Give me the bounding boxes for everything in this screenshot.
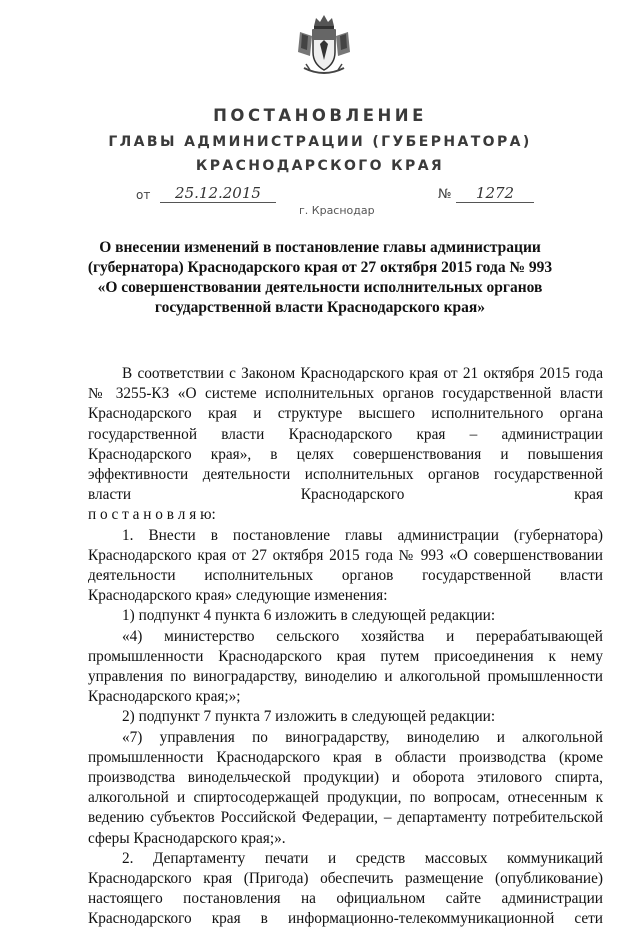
title-line: О внесении изменений в постановление главы администрации <box>99 239 541 256</box>
body-paragraph: «4) министерство сельского хозяйства и перерабатывающей промышленности Краснодарского края путем присоединения к нему управления по виноградарству, виноделию и алкогольной промышленности Краснодарского края;»; <box>88 627 603 706</box>
document-number: 1272 <box>456 184 534 203</box>
document-date: 25.12.2015 <box>160 184 276 203</box>
issuer-heading-line2: КРАСНОДАРСКОГО КРАЯ <box>195 158 445 174</box>
body-paragraph: «7) управления по виноградарству, виноделию и алкогольной промышленности Краснодарского края в области производства (кроме производства винодельческой продукции) и оборота этилового спирта, алкогольной и спиртосодержащей продукции, по вопросам, отнесенным к ведению субъектов Российской Федерации, – департаменту потребительской сферы Краснодарского края;». <box>88 728 603 847</box>
number-label: № <box>438 187 452 202</box>
body-paragraph: 2. Департаменту печати и средств массовых коммуникаций Краснодарского края (Пригода) обеспечить размещение (опубликование) настоящего постановления на официальном сайте администрации Краснодарского края в информационно-телекоммуникационной сети <box>88 849 603 928</box>
resolve-word: п о с т а н о в л я ю: <box>88 506 216 524</box>
title-line: «О совершенствовании деятельности исполнительных органов <box>97 279 543 296</box>
title-line: (губернатора) Краснодарского края от 27 октября 2015 года № 993 <box>87 259 553 276</box>
body-paragraph: 1. Внести в постановление главы администрации (губернатора) Краснодарского края от 27 октября 2015 года № 993 «О совершенствовании деятельности исполнительных органов государственной власти Краснодарского края» следующие изменения: <box>88 526 603 605</box>
body-paragraph: 1) подпункт 4 пункта 6 изложить в следующей редакции: <box>122 607 496 625</box>
issuer-heading-line1: ГЛАВЫ АДМИНИСТРАЦИИ (ГУБЕРНАТОРА) <box>108 134 532 150</box>
document-body <box>88 364 603 930</box>
body-paragraph: 2) подпункт 7 пункта 7 изложить в следующей редакции: <box>122 708 496 726</box>
krasnodar-coat-of-arms-icon <box>296 12 352 78</box>
body-paragraph: В соответствии с Законом Краснодарского края от 21 октября 2015 года № 3255-КЗ «О системе исполнительных органов государственной власти Краснодарского края и структуре высшего исполнительного органа государственной власти Краснодарского края – администрации Краснодарского края», в целях совершенствования и повышения эффективности деятельности исполнительных органов государственной власти Краснодарского края <box>88 365 603 504</box>
document-title <box>80 238 560 318</box>
title-line: государственной власти Краснодарского края» <box>154 299 486 316</box>
document-type-heading: ПОСТАНОВЛЕНИЕ <box>213 106 427 125</box>
date-label: от <box>136 188 151 202</box>
city-label: г. Краснодар <box>299 204 375 217</box>
